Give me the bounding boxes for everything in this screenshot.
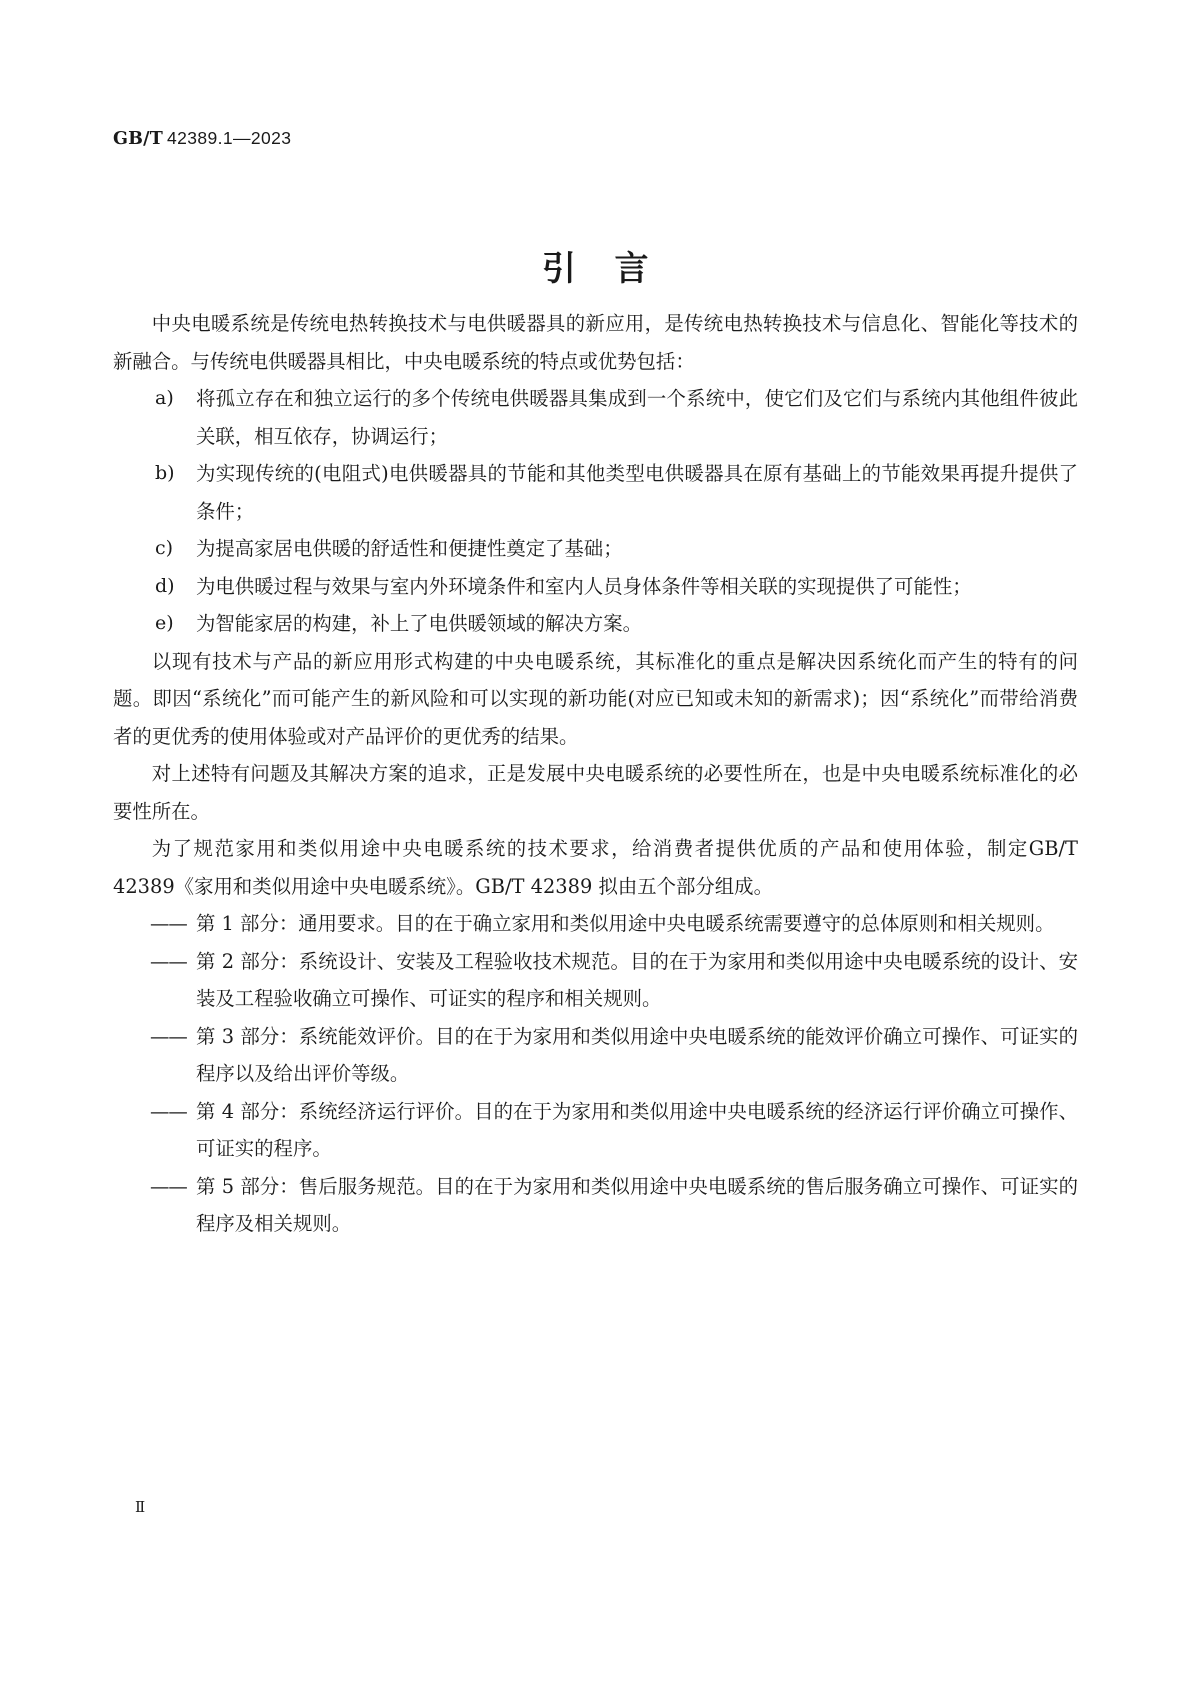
list-marker: —— xyxy=(150,912,187,935)
list-item-text: 第 1 部分：通用要求。目的在于确立家用和类似用途中央电暖系统需要遵守的总体原则和相关规则。 xyxy=(196,912,1055,935)
list-item xyxy=(113,568,1078,606)
list-item-text: 第 4 部分：系统经济运行评价。目的在于为家用和类似用途中央电暖系统的经济运行评价确立可操作、可证实的程序。 xyxy=(196,1099,1078,1160)
page-title-char-1: 引 xyxy=(542,249,577,288)
body-content xyxy=(113,305,1078,1243)
page-title-char-2: 言 xyxy=(614,249,649,288)
paragraph-intro: 中央电暖系统是传统电热转换技术与电供暖器具的新应用，是传统电热转换技术与信息化、智能化等技术的新融合。与传统电供暖器具相比，中央电暖系统的特点或优势包括： xyxy=(113,312,1078,373)
list-item-text: 第 5 部分：售后服务规范。目的在于为家用和类似用途中央电暖系统的售后服务确立可操作、可证实的程序及相关规则。 xyxy=(196,1174,1078,1235)
list-item xyxy=(113,1093,1078,1168)
list-item-text: 为智能家居的构建，补上了电供暖领域的解决方案。 xyxy=(196,612,642,635)
list-item-text: 为实现传统的(电阻式)电供暖器具的节能和其他类型电供暖器具在原有基础上的节能效果再提升提供了条件； xyxy=(196,462,1078,523)
list-marker: b) xyxy=(155,462,175,484)
list-item xyxy=(113,1018,1078,1093)
list-item-text: 第 3 部分：系统能效评价。目的在于为家用和类似用途中央电暖系统的能效评价确立可操作、可证实的程序以及给出评价等级。 xyxy=(196,1024,1078,1085)
list-item xyxy=(113,1168,1078,1243)
lettered-list xyxy=(113,380,1078,643)
list-marker: —— xyxy=(150,1099,187,1123)
list-item xyxy=(113,380,1078,455)
list-marker: —— xyxy=(150,1024,187,1048)
page-title xyxy=(0,241,1191,290)
list-item-text: 第 2 部分：系统设计、安装及工程验收技术规范。目的在于为家用和类似用途中央电暖系统的设计、安装及工程验收确立可操作、可证实的程序和相关规则。 xyxy=(196,949,1078,1010)
paragraph-parts-intro: 为了规范家用和类似用途中央电暖系统的技术要求，给消费者提供优质的产品和使用体验，制定GB/T 42389《家用和类似用途中央电暖系统》。GB/T 42389 拟由五个部分组成。 xyxy=(113,837,1078,898)
list-marker: d) xyxy=(155,574,175,597)
list-marker: —— xyxy=(150,1174,187,1198)
page-number: Ⅱ xyxy=(135,1498,146,1516)
list-item-text: 为提高家居电供暖的舒适性和便捷性奠定了基础； xyxy=(196,537,623,560)
list-item xyxy=(113,455,1078,530)
list-item xyxy=(113,530,1078,568)
list-item-text: 为电供暖过程与效果与室内外环境条件和室内人员身体条件等相关联的实现提供了可能性； xyxy=(196,574,972,598)
standard-prefix: GB/T xyxy=(113,129,163,149)
list-item-text: 将孤立存在和独立运行的多个传统电供暖器具集成到一个系统中，使它们及它们与系统内其他组件彼此关联，相互依存，协调运行； xyxy=(196,387,1078,448)
list-marker: e) xyxy=(155,612,174,634)
standard-number: 42389.1—2023 xyxy=(166,128,292,148)
parts-list xyxy=(113,905,1078,1243)
list-marker: —— xyxy=(150,949,187,973)
list-item xyxy=(113,905,1078,943)
list-marker: a) xyxy=(155,387,174,409)
running-head xyxy=(113,128,291,149)
paragraph-necessity: 对上述特有问题及其解决方案的追求，正是发展中央电暖系统的必要性所在，也是中央电暖系统标准化的必要性所在。 xyxy=(113,762,1078,823)
list-marker: c) xyxy=(155,537,174,559)
list-item xyxy=(113,943,1078,1018)
list-item xyxy=(113,605,1078,643)
paragraph-standardization: 以现有技术与产品的新应用形式构建的中央电暖系统，其标准化的重点是解决因系统化而产生的特有的问题。即因“系统化”而可能产生的新风险和可以实现的新功能(对应已知或未知的新需求)；因“系统化”而带给消费者的更优秀的使用体验或对产品评价的更优秀的结果。 xyxy=(113,649,1078,748)
